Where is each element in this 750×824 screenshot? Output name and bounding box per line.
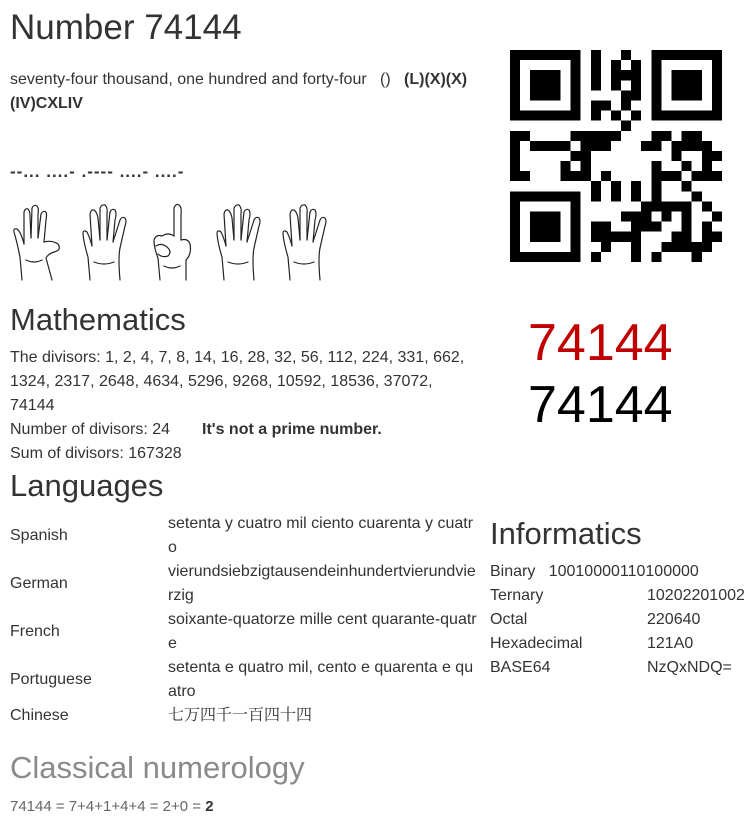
hand-icon: [14, 205, 60, 280]
ternary-label: Ternary: [490, 587, 544, 604]
language-value: setenta e quatro mil, cento e quarenta e quatro: [168, 659, 474, 700]
big-number-red: 74144: [528, 314, 673, 372]
hex-label: Hexadecimal: [490, 635, 583, 652]
hand-icon: [83, 205, 126, 280]
language-value: 七万四千一百四十四: [168, 707, 313, 724]
hand-icon: [217, 205, 260, 280]
base64-label: BASE64: [490, 659, 551, 676]
sign-language-hands: [10, 202, 340, 282]
number-in-words: [10, 68, 475, 116]
language-name: French: [10, 623, 60, 640]
ternary-value: 10202201002: [647, 587, 745, 604]
hex-value: 121A0: [647, 635, 694, 652]
hand-icon: [154, 204, 191, 280]
language-name: Portuguese: [10, 671, 92, 688]
language-row: [10, 704, 480, 728]
language-row: [10, 656, 480, 704]
words-text: seventy-four thousand, one hundred and forty-four: [10, 71, 367, 88]
qr-code: [510, 50, 722, 262]
base64-value: NzQxNDQ=: [647, 659, 732, 676]
languages-heading: Languages: [10, 468, 164, 503]
number-of-divisors: Number of divisors: 24: [10, 421, 171, 438]
octal-value: 220640: [647, 611, 701, 628]
language-value: setenta y cuatro mil ciento cuarenta y cuatro: [168, 515, 474, 556]
binary-value: 10010000110100000: [548, 563, 699, 580]
numerology-heading: Classical numerology: [10, 750, 305, 785]
language-name: Spanish: [10, 527, 68, 544]
morse-code: --... ....- .---- ....- ....-: [10, 162, 185, 181]
numerology-result: 2: [205, 798, 214, 815]
sum-of-divisors: Sum of divisors: 167328: [10, 445, 182, 462]
language-name: Chinese: [10, 707, 69, 724]
paren-text: (): [380, 71, 391, 88]
language-row: [10, 608, 480, 656]
page-title: Number 74144: [10, 8, 242, 47]
language-name: German: [10, 575, 68, 592]
hand-icon: [283, 205, 326, 280]
numerology-equation: [10, 796, 214, 818]
language-row: [10, 512, 480, 560]
binary-label: Binary: [490, 563, 536, 580]
language-row: [10, 560, 480, 608]
numerology-sum: 74144 = 7+4+1+4+4 = 2+0 =: [10, 798, 206, 815]
binary-row: [490, 560, 699, 584]
informatics-heading: Informatics: [490, 516, 642, 551]
language-value: vierundsiebzigtausendeinhundertvierundvierzig: [168, 563, 476, 604]
mathematics-heading: Mathematics: [10, 302, 186, 337]
prime-status: It's not a prime number.: [202, 421, 382, 438]
big-number-black: 74144: [528, 376, 673, 434]
octal-label: Octal: [490, 611, 528, 628]
roman-numeral: (L)(X)(X)(IV)CXLIV: [10, 71, 468, 112]
divisors-list: The divisors: 1, 2, 4, 7, 8, 14, 16, 28, 32, 56, 112, 224, 331, 662, 1324, 2317, 2648, 4634, 5296, 9268, 10592, 18536, 37072, 74144: [10, 349, 465, 414]
language-value: soixante-quatorze mille cent quarante-quatre: [168, 611, 477, 652]
languages-table: [10, 512, 480, 728]
